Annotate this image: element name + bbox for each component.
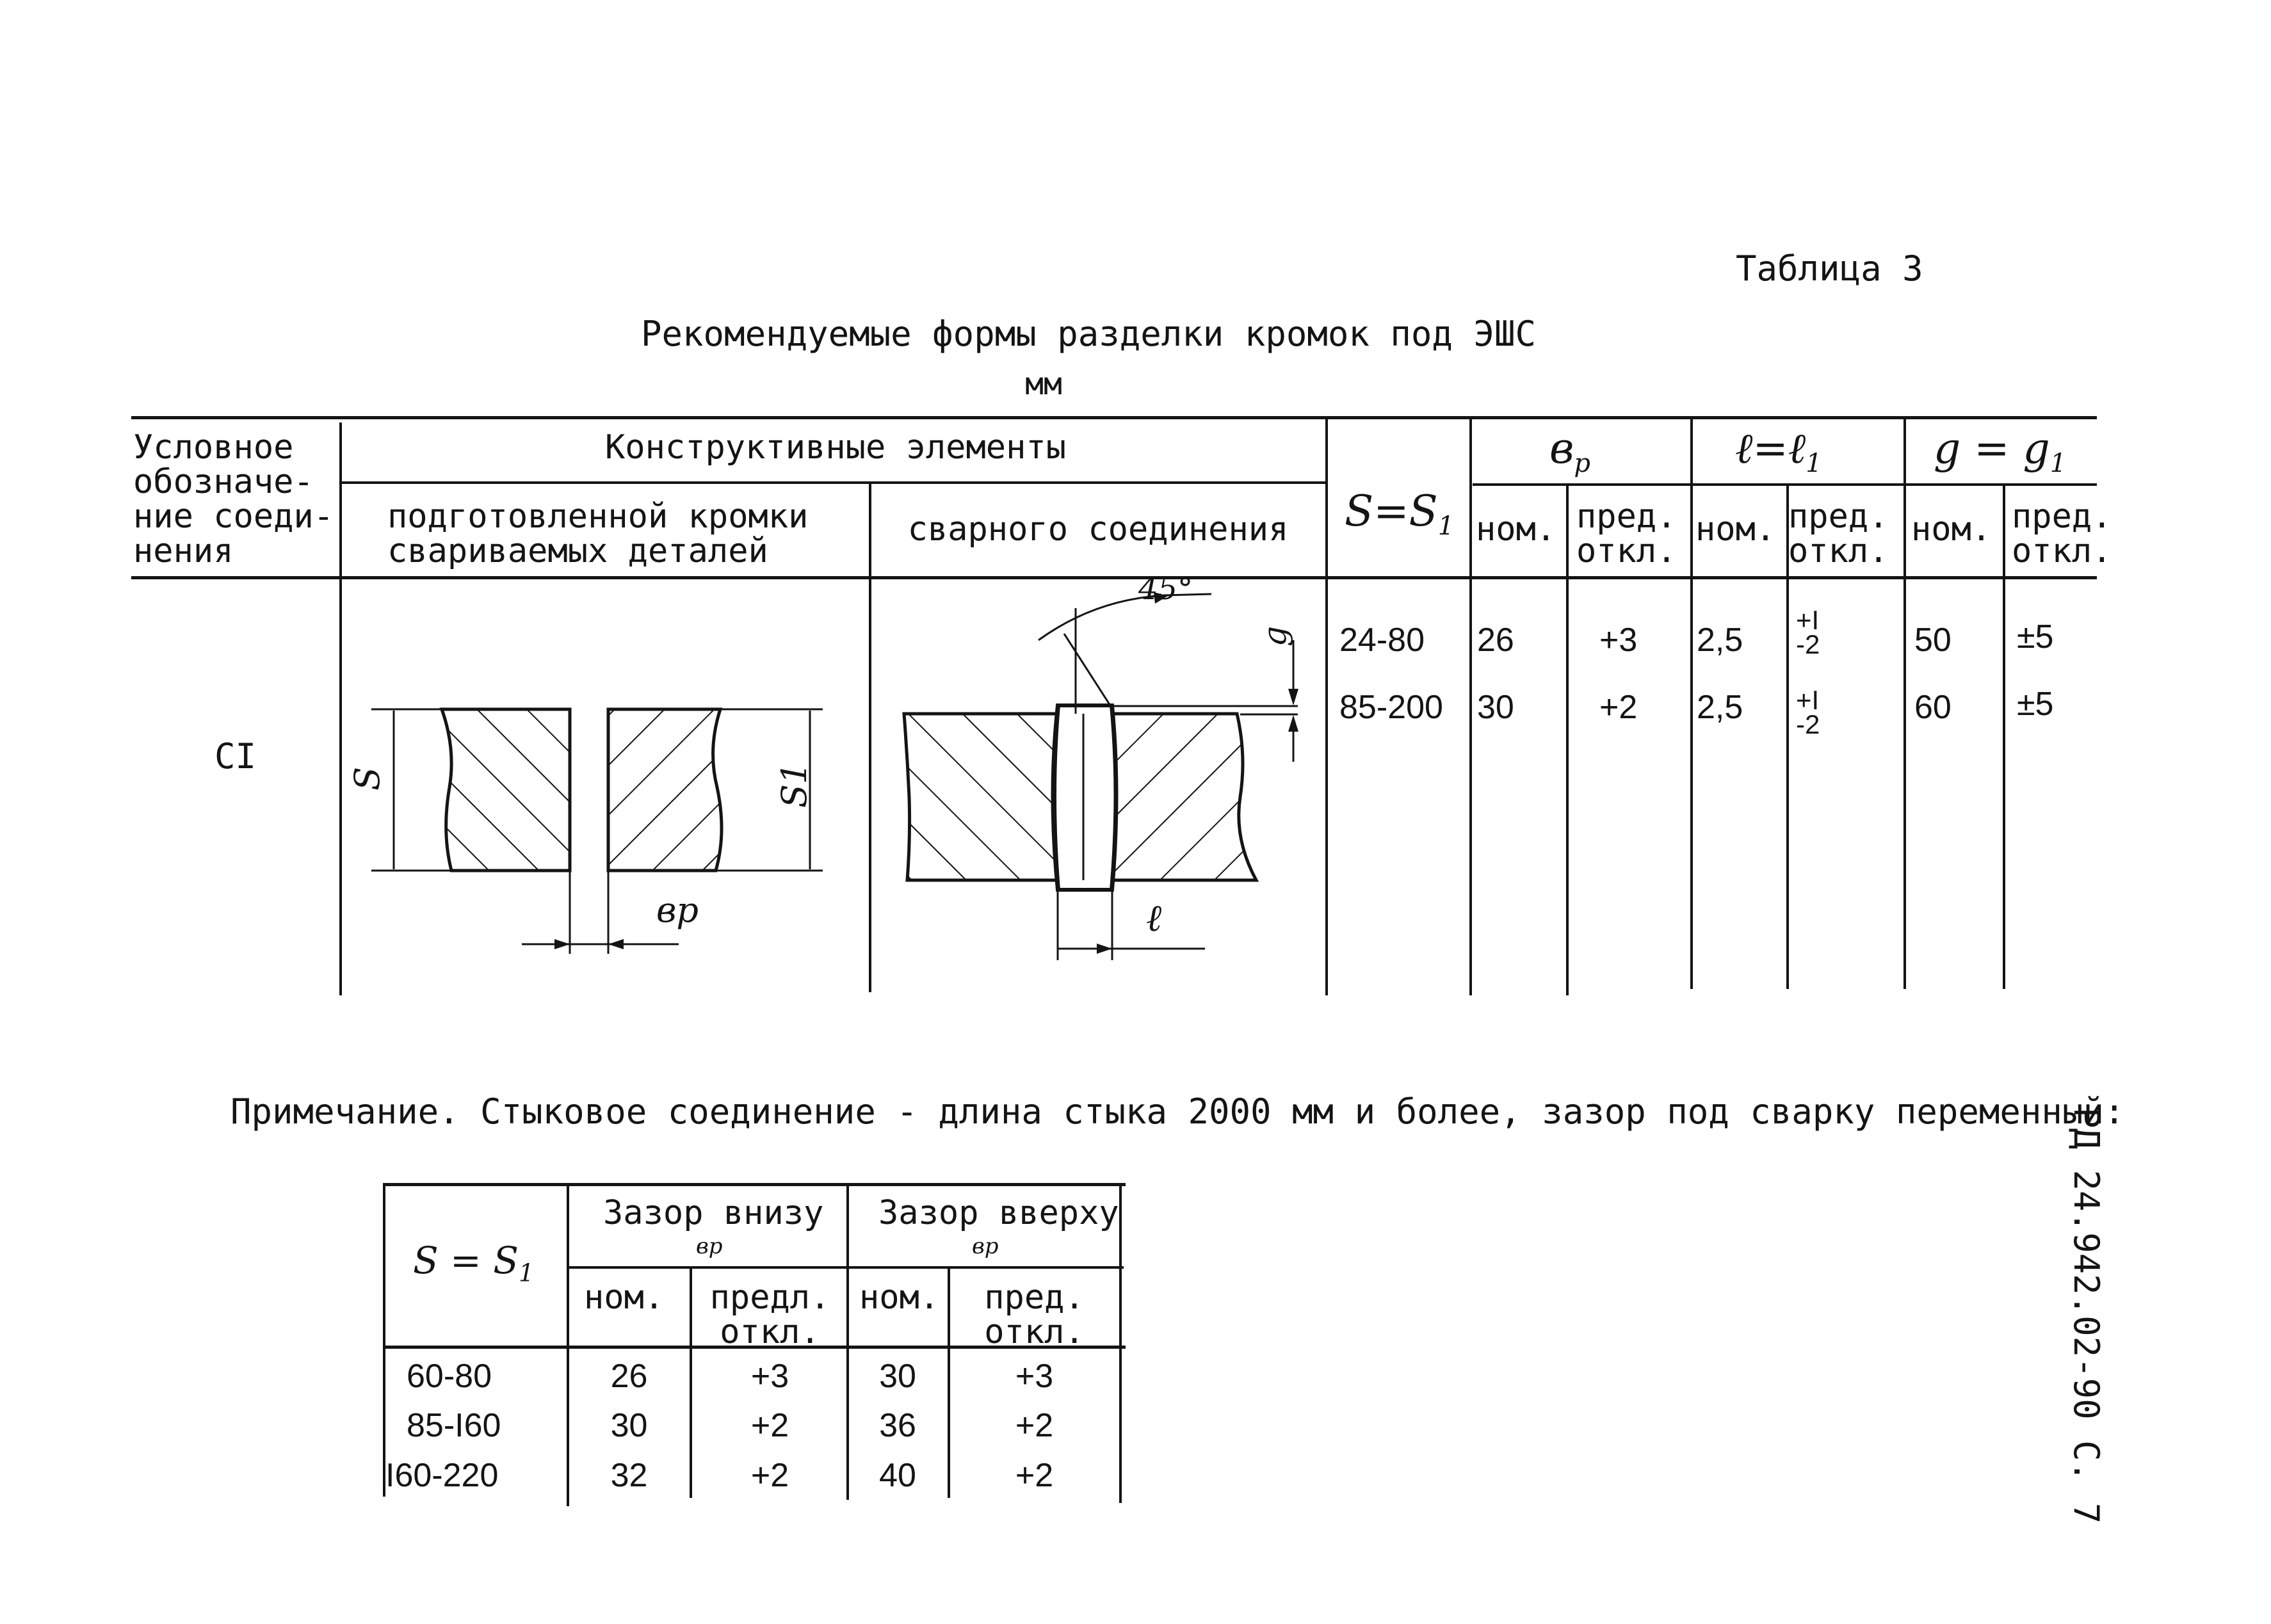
gap-row3-bnom: 32	[610, 1457, 648, 1494]
row1-l-dev: +I -2	[1796, 605, 1820, 659]
side-doc-label: РД 24.942.02-90 С. 7	[2066, 1107, 2106, 1524]
gap-header-top-bp: вр	[972, 1234, 999, 1259]
prepared-edges-drawing	[346, 679, 871, 973]
header-l-dev: пред. откл.	[1788, 497, 1889, 570]
header-elements: Конструктивные элементы	[604, 428, 1067, 467]
header-b-nom: ном.	[1476, 510, 1556, 549]
header-s: $S=S_1$	[1345, 486, 1455, 542]
row2-g-nom: 60	[1914, 689, 1952, 726]
row2-g-dev: ±5	[2017, 686, 2054, 723]
gap-header-top-dev: пред. откл.	[984, 1278, 1085, 1351]
gap-header-bottom-bp: вр	[696, 1234, 723, 1259]
gap-row1-bdev: +3	[750, 1358, 789, 1395]
header-designation: Условное обозначе- ние соеди- нения	[133, 428, 334, 570]
label-l: ℓ	[1146, 896, 1162, 940]
row1-l-nom: 2,5	[1697, 622, 1743, 659]
row2-b-nom: 30	[1477, 689, 1514, 726]
units-label: мм	[1025, 366, 1062, 402]
header-weld: сварного соединения	[907, 510, 1289, 549]
header-b: $в_р$	[1549, 424, 1591, 479]
gap-header-top-nom: ном.	[859, 1278, 940, 1317]
gap-row2-tdev: +2	[1015, 1407, 1054, 1444]
gap-header-bottom: Зазор внизу	[603, 1194, 824, 1232]
header-b-dev: пред. откл.	[1576, 497, 1677, 570]
table-label: Таблица 3	[1736, 248, 1923, 289]
header-g-dev: пред. откл.	[2012, 497, 2112, 570]
gap-header-s: $S = S_1$	[413, 1239, 535, 1287]
gap-row1-s: 60-80	[407, 1358, 492, 1395]
gap-row2-s: 85-I60	[407, 1407, 501, 1444]
row1-s: 24-80	[1339, 622, 1425, 659]
label-s: S	[347, 767, 387, 791]
label-s1: S1	[774, 762, 815, 808]
table-title: Рекомендуемые формы разделки кромок под ЭШС	[641, 314, 1536, 354]
header-g: $g = g_1$	[1934, 424, 2067, 479]
gap-row2-bnom: 30	[610, 1407, 648, 1444]
gap-row2-tnom: 36	[879, 1407, 916, 1444]
gap-row1-tdev: +3	[1015, 1358, 1054, 1395]
row1-g-dev: ±5	[2017, 618, 2054, 655]
row2-l-nom: 2,5	[1697, 689, 1743, 726]
gap-row3-tdev: +2	[1015, 1457, 1054, 1494]
row1-b-nom: 26	[1477, 622, 1514, 659]
row2-l-dev: +I -2	[1796, 685, 1820, 739]
header-prepared: подготовленной кромки свариваемых деталей	[387, 497, 809, 570]
label-g: g	[1256, 625, 1294, 647]
row2-b-dev: +2	[1599, 689, 1638, 726]
row1-b-dev: +3	[1599, 622, 1638, 659]
weld-joint-drawing	[872, 570, 1320, 967]
gap-header-bottom-nom: ном.	[584, 1278, 665, 1317]
header-l: ℓ=ℓ$_1$	[1735, 424, 1822, 479]
gap-row2-bdev: +2	[750, 1407, 789, 1444]
gap-row1-tnom: 30	[879, 1358, 916, 1395]
note-text: Примечание. Стыковое соединение - длина стыка 2000 мм и более, зазор под сварку переменный:	[230, 1091, 2125, 1132]
gap-row3-s: I60-220	[385, 1457, 499, 1494]
header-g-nom: ном.	[1911, 510, 1992, 549]
label-bp-1: вр	[656, 890, 699, 930]
row2-s: 85-200	[1339, 689, 1443, 726]
label-angle: 45°	[1138, 571, 1193, 607]
gap-row1-bnom: 26	[610, 1358, 648, 1395]
header-l-nom: ном.	[1695, 510, 1776, 549]
gap-header-bottom-dev: предл. откл.	[709, 1278, 830, 1351]
row-designation: СI	[214, 736, 257, 776]
gap-row3-bdev: +2	[750, 1457, 789, 1494]
gap-header-top: Зазор вверху	[878, 1194, 1119, 1232]
row1-g-nom: 50	[1914, 622, 1952, 659]
gap-row3-tnom: 40	[879, 1457, 916, 1494]
